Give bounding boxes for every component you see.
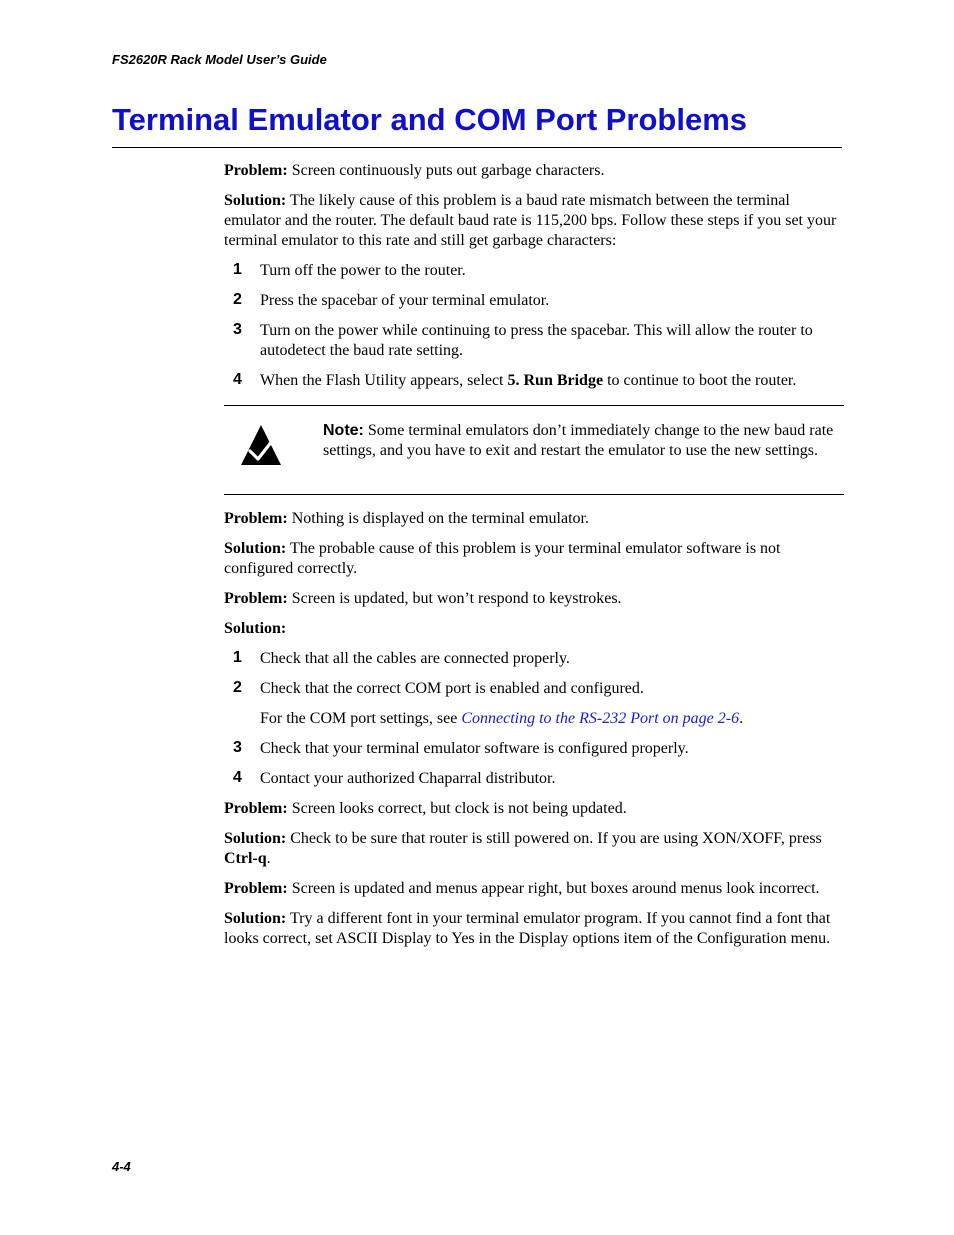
solution-label: Solution:: [224, 192, 287, 209]
solution-text: Try a different font in your terminal emulator program. If you cannot find a font that looks correct, set ASCII Display to Yes in the Display options item of the Configuration menu.: [224, 910, 831, 947]
running-header: FS2620R Rack Model User’s Guide: [112, 52, 327, 67]
problem-paragraph-4: [224, 799, 844, 819]
step-number: 1: [233, 649, 242, 666]
note-label: Note:: [323, 422, 364, 439]
sub-text-pre: For the COM port settings, see: [260, 710, 462, 727]
list-item: [224, 769, 844, 789]
solution-label: Solution:: [224, 910, 287, 927]
solution-label: Solution:: [224, 540, 287, 557]
note-box: [224, 405, 844, 495]
problem-paragraph-3: [224, 589, 844, 609]
step-text: Check that your terminal emulator software is configured properly.: [260, 740, 689, 757]
list-item: [224, 321, 844, 361]
solution-paragraph-2: [224, 539, 844, 579]
list-item: [224, 649, 844, 669]
step-text: Check that the correct COM port is enabled and configured.: [260, 680, 644, 697]
problem-paragraph-5: [224, 879, 844, 899]
steps-list-1: [224, 261, 844, 391]
problem-label: Problem:: [224, 510, 288, 527]
content-body: [224, 161, 844, 959]
step-text: Turn on the power while continuing to press the spacebar. This will allow the router to autodetect the baud rate setting.: [260, 322, 813, 359]
step-text-bold: 5. Run Bridge: [507, 372, 604, 389]
list-item: [224, 291, 844, 311]
solution-paragraph-3: [224, 619, 844, 639]
list-item: [224, 371, 844, 391]
cross-reference-link[interactable]: Connecting to the RS-232 Port on page 2-6: [461, 710, 740, 727]
solution-text-pre: Check to be sure that router is still powered on. If you are using XON/XOFF, press: [290, 830, 822, 847]
solution-label: Solution:: [224, 830, 287, 847]
step-number: 4: [233, 371, 242, 388]
page-title: Terminal Emulator and COM Port Problems: [112, 102, 748, 137]
problem-label: Problem:: [224, 590, 288, 607]
step-text-post: to continue to boot the router.: [603, 372, 797, 389]
solution-paragraph-1: [224, 191, 844, 251]
note-text: [323, 421, 844, 461]
title-rule: [112, 147, 842, 148]
page-number: 4-4: [112, 1159, 131, 1174]
problem-text: Screen continuously puts out garbage characters.: [291, 162, 605, 179]
step-text: Press the spacebar of your terminal emulator.: [260, 292, 550, 309]
steps-list-2: [224, 649, 844, 789]
step-text: Contact your authorized Chaparral distributor.: [260, 770, 556, 787]
problem-text: Nothing is displayed on the terminal emulator.: [291, 510, 589, 527]
step-number: 2: [233, 291, 242, 308]
solution-label: Solution:: [224, 620, 287, 637]
problem-paragraph-2: [224, 509, 844, 529]
note-body: Some terminal emulators don’t immediately change to the new baud rate settings, and you have to exit and restart the emulator to use the new settings.: [323, 422, 834, 459]
step-number: 3: [233, 739, 242, 756]
checkmark-triangle-icon: [239, 422, 283, 468]
solution-text-bold: Ctrl-q: [224, 850, 267, 867]
list-item: [224, 739, 844, 759]
step-number: 1: [233, 261, 242, 278]
problem-text: Screen is updated, but won’t respond to keystrokes.: [291, 590, 622, 607]
step-text: Turn off the power to the router.: [260, 262, 466, 279]
problem-label: Problem:: [224, 800, 288, 817]
solution-text-post: .: [266, 850, 271, 867]
problem-label: Problem:: [224, 880, 288, 897]
problem-text: Screen looks correct, but clock is not being updated.: [291, 800, 627, 817]
step-number: 3: [233, 321, 242, 338]
step-text: Check that all the cables are connected properly.: [260, 650, 570, 667]
solution-text: The probable cause of this problem is your terminal emulator software is not configured correctly.: [224, 540, 781, 577]
problem-label: Problem:: [224, 162, 288, 179]
solution-paragraph-4: [224, 829, 844, 869]
step-number: 4: [233, 769, 242, 786]
solution-text: The likely cause of this problem is a baud rate mismatch between the terminal emulator and the router. The default baud rate is 115,200 bps. Follow these steps if you set your terminal emulator to this rate and still get garbage characters:: [224, 192, 837, 249]
step-text-pre: When the Flash Utility appears, select: [260, 372, 508, 389]
problem-paragraph-1: [224, 161, 844, 181]
list-item: [224, 679, 844, 729]
problem-text: Screen is updated and menus appear right, but boxes around menus look incorrect.: [291, 880, 820, 897]
solution-paragraph-5: [224, 909, 844, 949]
step-sub-paragraph: [260, 709, 844, 729]
list-item: [224, 261, 844, 281]
sub-text-post: .: [739, 710, 744, 727]
step-number: 2: [233, 679, 242, 696]
